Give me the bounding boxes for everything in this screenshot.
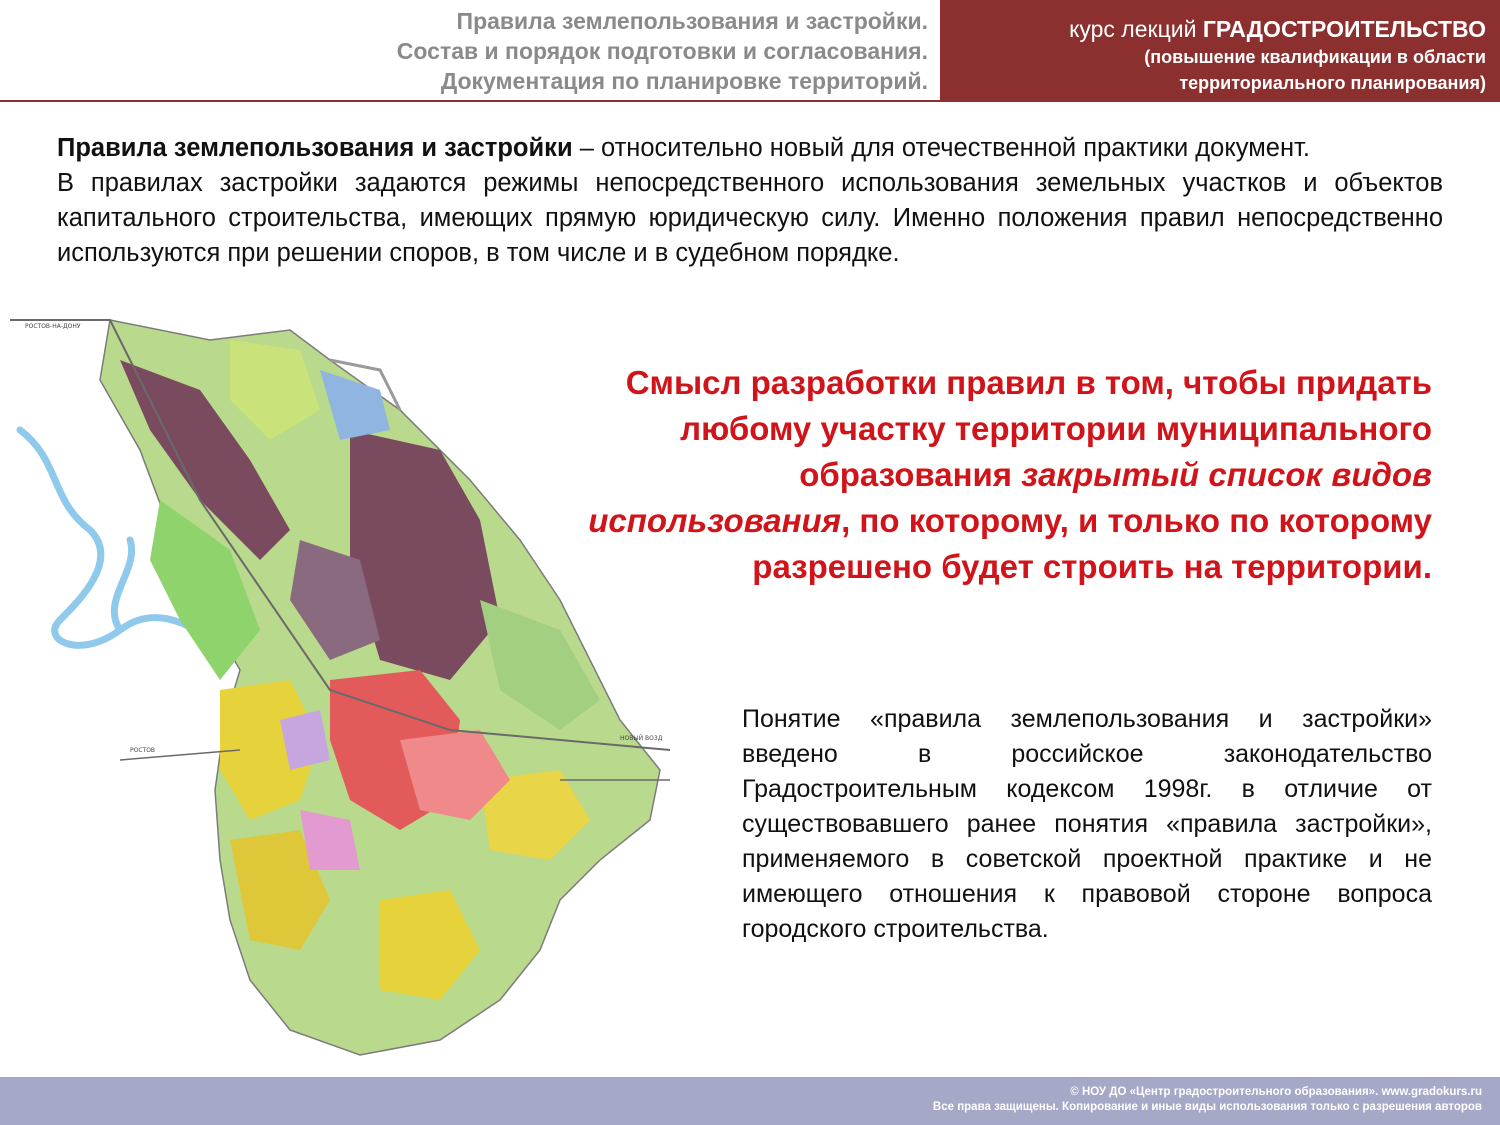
concept-paragraph: Понятие «правила землепользования и застройки» введено в российское законодательство Градостроительным кодексом 1998г. в отличие от существовавшего ранее понятия «правила застройки», применяемого в советской проектной практике и не имеющего отношения к правовой стороне вопроса городского строительства. — [742, 705, 1432, 943]
intro-paragraph-2: В правилах застройки задаются режимы непосредственного использования земельных участков и объектов капитального строительства, имеющих прямую юридическую силу. Именно положения правил непосредственно используются при решении споров, в том числе и в судебном порядке. — [57, 169, 1443, 267]
header-subtitle-line-3: Документация по планировке территорий. — [440, 68, 928, 94]
key-statement — [560, 360, 1432, 590]
key-statement-part-2: , по которому, и только по которому разрешено будет строить на территории. — [752, 502, 1432, 585]
intro-paragraph-1 — [57, 131, 1443, 166]
course-title-bold: ГРАДОСТРОИТЕЛЬСТВО — [1202, 16, 1486, 42]
header-left-panel — [0, 0, 940, 102]
map-road-label-1: РОСТОВ-НА-ДОНУ — [25, 323, 81, 330]
map-road-label-2: РОСТОВ — [130, 747, 156, 754]
header-course-panel — [940, 0, 1500, 102]
intro-text — [57, 131, 1443, 271]
footer-rights: Все права защищены. Копирование и иные виды использования только с разрешения авторов — [932, 1101, 1482, 1113]
intro-term: Правила землепользования и застройки — [57, 134, 573, 162]
intro-definition: – относительно новый для отечественной практики документ. — [572, 134, 1310, 162]
footer-bar — [0, 1077, 1500, 1125]
map-road-label-3: НОВЫЙ ВОЗД — [620, 735, 663, 742]
course-title — [940, 14, 1486, 44]
course-subtitle-line-1: (повышение квалификации в области — [1144, 47, 1486, 67]
header-subtitle-line-2: Состав и порядок подготовки и согласования. — [396, 38, 928, 64]
footer-copyright: © НОУ ДО «Центр градостроительного образования». www.gradokurs.ru — [1070, 1086, 1482, 1098]
key-statement-italic: закрытый список видов использования — [588, 456, 1432, 539]
course-title-prefix: курс лекций — [1069, 16, 1203, 42]
course-subtitle-line-2: территориального планирования) — [1179, 73, 1486, 93]
key-statement-part-1: Смысл разработки правил в том, чтобы придать любому участку территории муниципального образования — [625, 364, 1432, 493]
header-subtitle-line-1: Правила землепользования и застройки. — [456, 8, 928, 34]
